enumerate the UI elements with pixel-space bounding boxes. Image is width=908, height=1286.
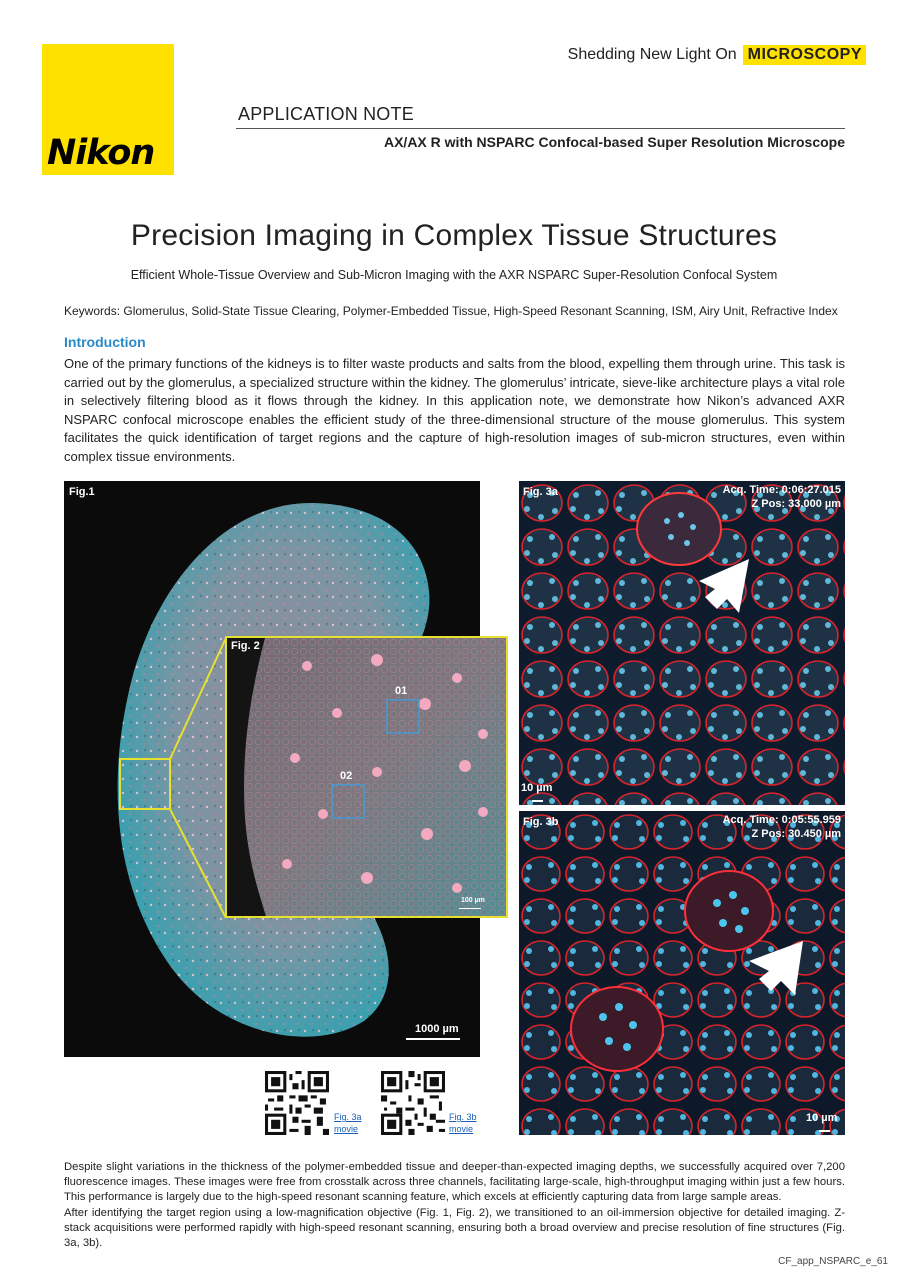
- figure-1-label: Fig.1: [69, 486, 95, 498]
- figure-3a-metadata: [723, 483, 841, 511]
- nikon-logo: [42, 44, 174, 175]
- product-name: AX/AX R with NSPARC Confocal-based Super Resolution Microscope: [383, 134, 845, 150]
- fig-3a-movie-link-line1: Fig. 3a: [334, 1112, 362, 1122]
- page-title: Precision Imaging in Complex Tissue Structures: [130, 219, 778, 252]
- document-code: CF_app_NSPARC_e_61: [778, 1256, 888, 1267]
- figure-2-scale-bar: [459, 908, 481, 909]
- figure-2-label: Fig. 2: [231, 640, 260, 652]
- results-paragraph-2: After identifying the target region using a low-magnification objective (Fig. 1, Fig. 2), we transitioned to an oil-immersion objective for detailed imaging. Z-stack acquisitions were performed rapidly with high-speed resonant scanning, ensuring both a broad overview and precise resolution of fine structures (Fig. 3a, 3b).: [64, 1206, 845, 1250]
- figure-3a-label: Fig. 3a: [523, 486, 558, 498]
- glomeruli-zoom-image: [227, 638, 508, 918]
- header-divider: [236, 128, 845, 129]
- figure-3b-acq-time: Acq. Time: 0:05:55.959: [722, 814, 841, 826]
- figure-2-scale-label: 100 µm: [461, 897, 485, 904]
- figure-3b-metadata: [723, 813, 841, 841]
- figure-3b-label: Fig. 3b: [523, 816, 559, 828]
- keywords: Keywords: Glomerulus, Solid-State Tissue Clearing, Polymer-Embedded Tissue, High-Speed Resonant Scanning, ISM, Airy Unit, Refractive Index: [64, 304, 838, 318]
- qr-code-fig-3b-icon[interactable]: [381, 1071, 445, 1135]
- results-paragraph-1: Despite slight variations in the thickness of the polymer-embedded tissue and deeper-than-expected imaging depths, we successfully acquired over 7,200 fluorescence images. These images were free from crosstalk across three channels, facilitating large-scale, high-throughput imaging within just a few hours. This performance is largely due to the high-speed resonant scanning feature, which excels at efficiently capturing data from large sample areas.: [64, 1161, 845, 1204]
- tagline-prefix: Shedding New Light On: [567, 46, 737, 63]
- roi-01-label: 01: [395, 685, 408, 697]
- figure-1-scale-label: 1000 µm: [415, 1023, 459, 1035]
- page-subtitle: Efficient Whole-Tissue Overview and Sub-Micron Imaging with the AXR NSPARC Super-Resolution Confocal System: [130, 268, 778, 282]
- roi-02-label: 02: [340, 770, 353, 782]
- figure-3a-image: [519, 481, 845, 805]
- introduction-heading: Introduction: [64, 334, 146, 350]
- figure-3b-glomerulus: [519, 811, 845, 1135]
- figure-1-scale-bar: [406, 1038, 460, 1040]
- figure-2-zoom-inset: [225, 636, 508, 918]
- fig-3b-movie-link[interactable]: [449, 1111, 477, 1135]
- fig-3a-movie-link-line2: movie: [334, 1124, 359, 1134]
- figure-3a-acq-time: Acq. Time: 0:06:27.015: [722, 484, 841, 496]
- qr-code-fig-3a-icon[interactable]: [265, 1071, 329, 1135]
- figure-3b-image: [519, 811, 845, 1135]
- tagline: [568, 44, 866, 66]
- figure-3a-glomerulus: [519, 481, 845, 805]
- fig-3b-movie-link-line1: Fig. 3b: [449, 1112, 477, 1122]
- figure-3b-z-pos: Z Pos: 30.450 µm: [751, 828, 841, 840]
- logo-wordmark: Nikon: [47, 133, 155, 173]
- figure-3a-scale-bar: [532, 800, 543, 802]
- tagline-highlight: MICROSCOPY: [743, 45, 866, 65]
- figure-3a-scale-label: 10 µm: [521, 782, 553, 794]
- document-type: APPLICATION NOTE: [238, 104, 414, 124]
- introduction-text: One of the primary functions of the kidneys is to filter waste products and salts from the blood, expelling them through urine. This task is carried out by the glomerulus, a specialized structure within the kidney. The glomerulus’ intricate, sieve-like architecture plays a vital role in selectively filtering blood as it flows through the kidney. In this application note, we demonstrate how Nikon’s advanced AXR NSPARC confocal microscope enables the efficient study of the three-dimensional structure of the mouse glomerulus. This system facilitates the quick identification of target regions and the capture of high-resolution images of sub-micron structures, even within complex tissue environments.: [64, 356, 845, 464]
- results-text: [64, 1160, 845, 1251]
- figure-3b-scale-bar: [819, 1130, 830, 1132]
- figure-3b-scale-label: 10 µm: [806, 1112, 838, 1124]
- figure-3a-z-pos: Z Pos: 33.000 µm: [751, 498, 841, 510]
- fig-3a-movie-link[interactable]: [334, 1111, 362, 1135]
- fig-3b-movie-link-line2: movie: [449, 1124, 474, 1134]
